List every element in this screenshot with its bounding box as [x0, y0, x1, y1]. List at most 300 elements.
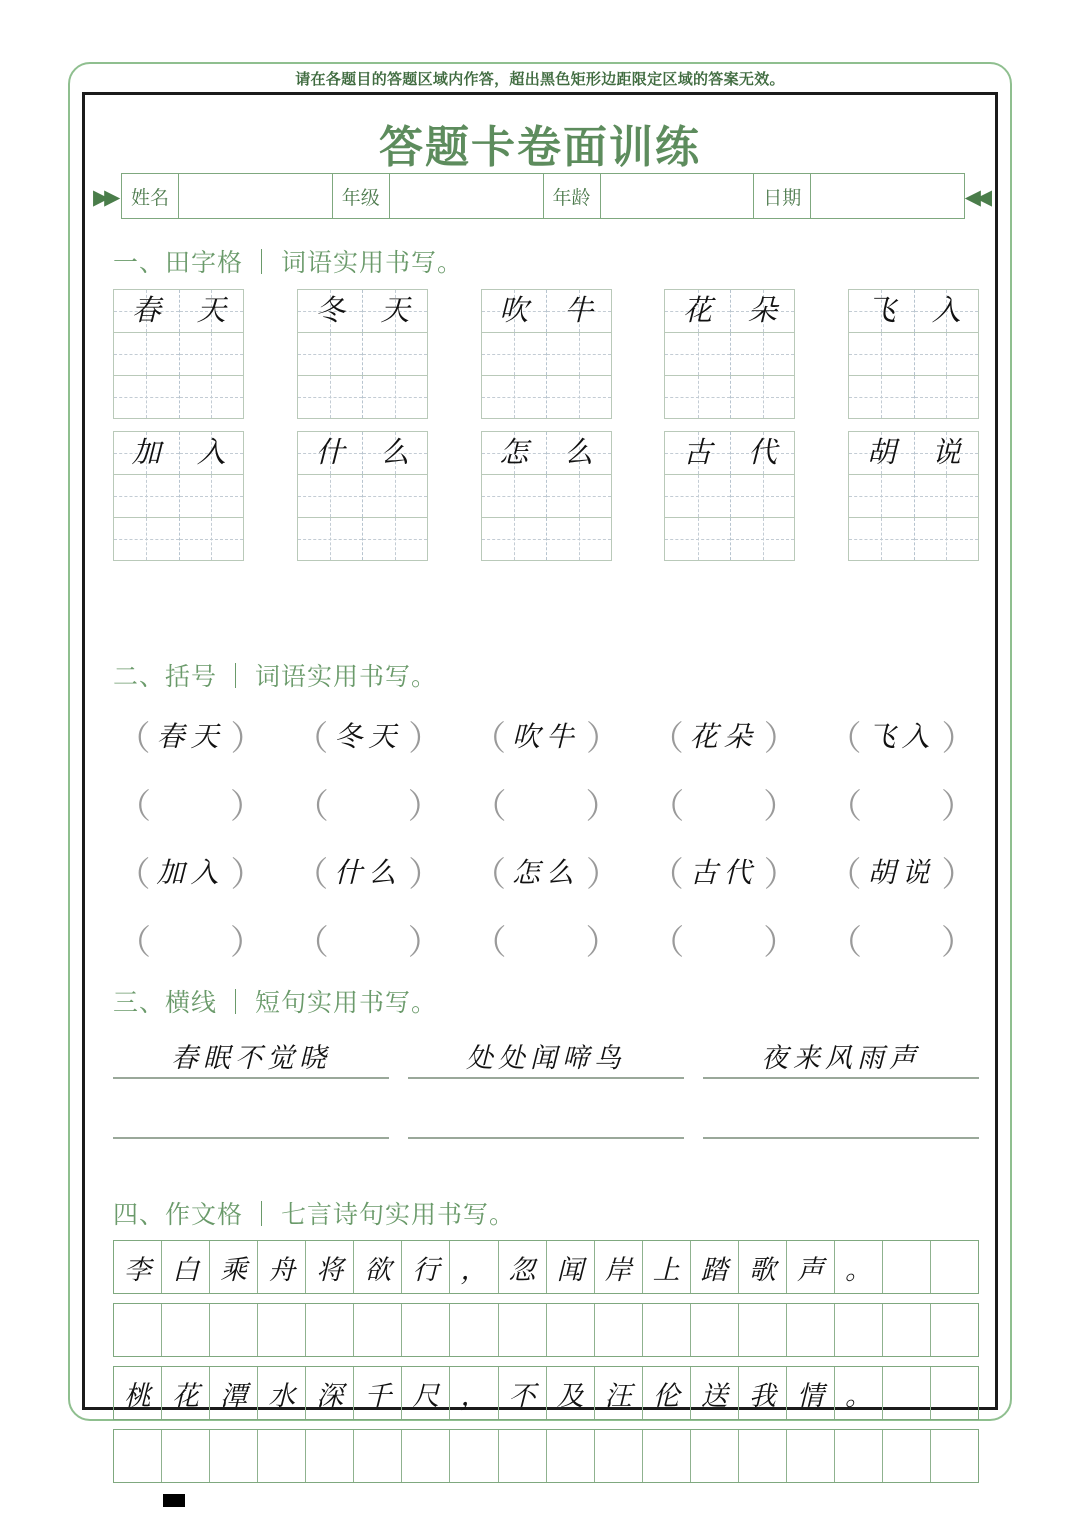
composition-cell: 千	[354, 1367, 402, 1419]
tianzige-sample-line	[665, 290, 794, 332]
composition-cell[interactable]	[643, 1304, 691, 1356]
section-3-name: 横线	[165, 989, 218, 1017]
tianzige-character: 什	[315, 436, 345, 469]
parentheses-item	[824, 709, 979, 761]
tianzige-cell[interactable]	[730, 518, 795, 560]
tianzige-cell[interactable]	[298, 475, 363, 517]
tianzige-practice-line[interactable]	[849, 474, 978, 517]
underline-item[interactable]	[113, 1091, 389, 1139]
composition-cell[interactable]	[595, 1430, 643, 1482]
section-1-desc: 词语实用书写。	[281, 249, 464, 277]
composition-cell: 李	[114, 1241, 162, 1293]
info-label-age: 年龄	[543, 174, 600, 219]
tianzige-cell	[298, 290, 363, 332]
open-paren: （	[827, 856, 862, 894]
tianzige-cell[interactable]	[665, 333, 730, 375]
composition-cell: ，	[450, 1367, 498, 1419]
tianzige-character: 胡	[866, 436, 896, 469]
tianzige-cell[interactable]	[114, 376, 179, 418]
tianzige-character: 代	[747, 436, 777, 469]
parentheses-practice-row[interactable]	[113, 913, 979, 965]
parentheses-item[interactable]	[291, 913, 446, 965]
parentheses-word: 什么	[334, 858, 403, 889]
composition-cell[interactable]	[883, 1430, 931, 1482]
tianzige-character: 么	[380, 436, 410, 469]
composition-cell: 乘	[210, 1241, 258, 1293]
parentheses-item	[646, 709, 801, 761]
parentheses-word: 古代	[689, 858, 758, 889]
tianzige-cell[interactable]	[298, 376, 363, 418]
close-paren: ）	[941, 720, 976, 758]
tianzige-cell[interactable]	[362, 376, 427, 418]
composition-cell: 水	[258, 1367, 306, 1419]
open-paren: （	[294, 856, 329, 894]
tianzige-cell[interactable]	[179, 376, 244, 418]
tianzige-character: 春	[131, 294, 161, 327]
tianzige-cell[interactable]	[482, 518, 547, 560]
tianzige-practice-line[interactable]	[849, 332, 978, 375]
composition-cell[interactable]	[306, 1430, 354, 1482]
open-paren: （	[650, 788, 685, 826]
tianzige-cell[interactable]	[849, 333, 914, 375]
composition-cell: 深	[306, 1367, 354, 1419]
composition-cell[interactable]	[787, 1304, 835, 1356]
close-paren: ）	[407, 924, 442, 962]
tianzige-sample-line	[482, 290, 611, 332]
tianzige-cell[interactable]	[546, 333, 611, 375]
parentheses-word: 春天	[156, 722, 225, 753]
section-4-number: 四、	[113, 1201, 166, 1229]
tianzige-sample-line	[298, 290, 427, 332]
composition-rows	[113, 1240, 979, 1483]
open-paren: （	[828, 788, 862, 826]
composition-cell[interactable]	[210, 1304, 258, 1356]
tianzige-character: 么	[564, 436, 594, 469]
close-paren: ）	[230, 720, 265, 758]
tianzige-character: 说	[931, 436, 961, 469]
tianzige-sample-line	[114, 290, 243, 332]
tianzige-cell[interactable]	[546, 475, 611, 517]
tianzige-cell	[914, 290, 979, 332]
answer-boundary-frame	[82, 92, 998, 1410]
section-1-number: 一、	[113, 249, 166, 277]
composition-cell[interactable]	[402, 1304, 450, 1356]
section-underlines	[113, 983, 979, 1139]
composition-cell[interactable]	[547, 1304, 595, 1356]
tianzige-practice-line[interactable]	[114, 375, 243, 418]
tianzige-character: 怎	[499, 436, 529, 469]
composition-cell[interactable]	[787, 1430, 835, 1482]
parentheses-item[interactable]	[646, 777, 801, 829]
close-paren: ）	[941, 788, 975, 826]
open-paren: （	[116, 856, 151, 894]
tianzige-block[interactable]	[664, 431, 795, 561]
tianzige-cell	[298, 432, 363, 474]
composition-cell: 歌	[739, 1241, 787, 1293]
composition-cell[interactable]	[739, 1430, 787, 1482]
open-paren: （	[294, 924, 329, 962]
tianzige-cell	[914, 432, 979, 474]
composition-cell[interactable]	[162, 1304, 210, 1356]
underline-rows	[113, 1031, 979, 1139]
tianzige-cell[interactable]	[730, 333, 795, 375]
parentheses-item	[824, 845, 979, 897]
composition-sample-row	[113, 1366, 979, 1420]
tianzige-practice-line[interactable]	[665, 474, 794, 517]
tianzige-block[interactable]	[664, 289, 795, 419]
tianzige-cell[interactable]	[849, 518, 914, 560]
parentheses-item	[469, 845, 624, 897]
composition-sample-row	[113, 1240, 979, 1294]
tianzige-cell	[665, 290, 730, 332]
tianzige-cell[interactable]	[482, 475, 547, 517]
composition-cell[interactable]	[931, 1430, 978, 1482]
tianzige-row	[113, 431, 979, 561]
tianzige-block[interactable]	[481, 431, 612, 561]
tianzige-cell[interactable]	[665, 475, 730, 517]
open-paren: （	[117, 788, 151, 826]
tianzige-block[interactable]	[297, 289, 428, 419]
parentheses-item[interactable]	[113, 913, 268, 965]
parentheses-word: 吹牛	[512, 722, 581, 753]
section-4-separator: ｜	[249, 1201, 276, 1229]
parentheses-item	[646, 845, 801, 897]
tianzige-cell[interactable]	[179, 475, 244, 517]
tianzige-cell[interactable]	[914, 333, 979, 375]
tianzige-practice-line[interactable]	[298, 517, 427, 560]
tianzige-cell	[114, 290, 179, 332]
composition-cell[interactable]	[835, 1430, 883, 1482]
info-label-grade: 年级	[332, 174, 389, 219]
composition-cell: 声	[787, 1241, 835, 1293]
tianzige-practice-line[interactable]	[849, 517, 978, 560]
instruction-text: 请在各题目的答题区域内作答，超出黑色矩形边距限定区域的答案无效。	[295, 71, 785, 88]
composition-practice-row[interactable]	[113, 1429, 979, 1483]
parentheses-item[interactable]	[824, 777, 979, 829]
tianzige-block[interactable]	[848, 431, 979, 561]
tianzige-character: 吹	[499, 294, 529, 327]
composition-practice-row[interactable]	[113, 1303, 979, 1357]
section-2-desc: 词语实用书写。	[255, 663, 438, 691]
right-marker-arrow-icon: ◀◀	[964, 186, 987, 209]
composition-cell[interactable]	[691, 1304, 739, 1356]
tianzige-cell	[546, 290, 611, 332]
tianzige-cell	[179, 290, 244, 332]
composition-cell[interactable]	[114, 1304, 162, 1356]
section-parentheses	[113, 657, 979, 965]
tianzige-cell[interactable]	[914, 376, 979, 418]
tianzige-cell[interactable]	[665, 518, 730, 560]
section-3-number: 三、	[113, 989, 166, 1017]
close-paren: ）	[585, 788, 620, 826]
composition-cell[interactable]	[450, 1430, 498, 1482]
section-4-desc: 七言诗句实用书写。	[281, 1201, 516, 1229]
section-tianzige	[113, 243, 979, 573]
composition-cell[interactable]	[547, 1430, 595, 1482]
parentheses-word: 花朵	[689, 722, 758, 753]
section-2-number: 二、	[113, 663, 166, 691]
tianzige-cell	[362, 290, 427, 332]
composition-cell[interactable]	[931, 1241, 978, 1293]
tianzige-practice-line[interactable]	[298, 332, 427, 375]
composition-cell[interactable]	[931, 1304, 978, 1356]
tianzige-character: 飞	[866, 294, 896, 327]
composition-cell[interactable]	[114, 1430, 162, 1482]
tianzige-character: 冬	[315, 294, 345, 327]
tianzige-character: 古	[682, 436, 712, 469]
section-3-desc: 短句实用书写。	[255, 989, 438, 1017]
tianzige-practice-line[interactable]	[298, 474, 427, 517]
composition-cell[interactable]	[354, 1304, 402, 1356]
tianzige-cell	[114, 432, 179, 474]
open-paren: （	[472, 924, 507, 962]
parentheses-item[interactable]	[646, 913, 801, 965]
tianzige-rows	[113, 289, 979, 561]
underline-item	[408, 1031, 684, 1079]
info-field-age[interactable]	[600, 174, 754, 219]
tianzige-cell[interactable]	[179, 518, 244, 560]
composition-cell: 汪	[595, 1367, 643, 1419]
parentheses-rows	[113, 709, 979, 965]
tianzige-cell[interactable]	[362, 333, 427, 375]
section-3-heading	[113, 983, 979, 1019]
close-paren: ）	[941, 924, 975, 962]
left-marker-arrow-icon: ▶▶	[93, 186, 116, 209]
underline-sample-row	[113, 1031, 979, 1079]
section-composition-grid	[113, 1195, 979, 1483]
underline-practice-row[interactable]	[113, 1091, 979, 1139]
section-1-heading	[113, 243, 979, 279]
tianzige-character: 入	[196, 436, 226, 469]
close-paren: ）	[763, 856, 798, 894]
composition-cell[interactable]	[691, 1430, 739, 1482]
tianzige-cell[interactable]	[362, 518, 427, 560]
tianzige-cell[interactable]	[730, 475, 795, 517]
section-4-name: 作文格	[165, 1201, 244, 1229]
open-paren: （	[116, 720, 151, 758]
tianzige-character: 天	[380, 294, 410, 327]
close-paren: ）	[586, 720, 621, 758]
page-title: 答题卡卷面训练	[379, 123, 701, 172]
tianzige-cell[interactable]	[298, 333, 363, 375]
tianzige-cell[interactable]	[114, 518, 179, 560]
info-field-grade[interactable]	[389, 174, 543, 219]
open-paren: （	[472, 720, 506, 758]
tianzige-cell	[849, 290, 914, 332]
composition-cell: 闻	[547, 1241, 595, 1293]
composition-cell: 。	[835, 1367, 883, 1419]
composition-cell: 将	[306, 1241, 354, 1293]
parentheses-word: 胡说	[867, 858, 936, 889]
composition-cell: 舟	[258, 1241, 306, 1293]
underline-item[interactable]	[408, 1091, 684, 1139]
info-field-name[interactable]	[179, 174, 333, 219]
tianzige-character: 加	[131, 436, 161, 469]
composition-cell: 忽	[499, 1241, 547, 1293]
tianzige-practice-line[interactable]	[114, 474, 243, 517]
tianzige-cell[interactable]	[849, 376, 914, 418]
tianzige-practice-line[interactable]	[482, 474, 611, 517]
tianzige-block[interactable]	[113, 289, 244, 419]
close-paren: ）	[763, 924, 798, 962]
parentheses-sample-row	[113, 845, 979, 897]
open-paren: （	[649, 856, 684, 894]
close-paren: ）	[408, 720, 443, 758]
tianzige-sample-line	[298, 432, 427, 474]
composition-cell: 不	[499, 1367, 547, 1419]
composition-cell: 白	[162, 1241, 210, 1293]
info-label-name: 姓名	[122, 174, 179, 219]
close-paren: ）	[230, 788, 264, 826]
tianzige-block[interactable]	[481, 289, 612, 419]
tianzige-character: 朵	[747, 294, 777, 327]
tianzige-cell	[730, 432, 795, 474]
composition-cell: 情	[787, 1367, 835, 1419]
tianzige-cell[interactable]	[546, 518, 611, 560]
tianzige-cell[interactable]	[114, 333, 179, 375]
composition-cell[interactable]	[258, 1430, 306, 1482]
tianzige-block[interactable]	[113, 431, 244, 561]
parentheses-practice-row[interactable]	[113, 777, 979, 829]
open-paren: （	[649, 720, 684, 758]
composition-cell[interactable]	[931, 1367, 978, 1419]
composition-cell: 我	[739, 1367, 787, 1419]
composition-cell[interactable]	[354, 1430, 402, 1482]
composition-cell[interactable]	[739, 1304, 787, 1356]
close-paren: ）	[941, 856, 976, 894]
composition-cell: 花	[162, 1367, 210, 1419]
composition-cell[interactable]	[499, 1304, 547, 1356]
composition-cell[interactable]	[258, 1304, 306, 1356]
tianzige-character: 花	[682, 294, 712, 327]
parentheses-item[interactable]	[824, 913, 979, 965]
tianzige-practice-line[interactable]	[849, 375, 978, 418]
parentheses-item[interactable]	[113, 777, 268, 829]
open-paren: （	[828, 924, 862, 962]
composition-cell: 行	[402, 1241, 450, 1293]
composition-cell[interactable]	[643, 1430, 691, 1482]
tianzige-sample-line	[849, 432, 978, 474]
composition-cell: 岸	[595, 1241, 643, 1293]
close-paren: ）	[230, 924, 264, 962]
tianzige-cell[interactable]	[298, 518, 363, 560]
composition-cell: 伦	[643, 1367, 691, 1419]
tianzige-block[interactable]	[297, 431, 428, 561]
close-paren: ）	[408, 856, 443, 894]
info-field-date[interactable]	[811, 174, 965, 219]
composition-cell: 踏	[691, 1241, 739, 1293]
composition-cell[interactable]	[306, 1304, 354, 1356]
composition-cell[interactable]	[835, 1304, 883, 1356]
open-paren: （	[650, 924, 685, 962]
tianzige-cell	[482, 290, 547, 332]
parentheses-item	[113, 845, 268, 897]
tianzige-block[interactable]	[848, 289, 979, 419]
tianzige-sample-line	[665, 432, 794, 474]
tianzige-cell[interactable]	[482, 333, 547, 375]
tianzige-cell	[362, 432, 427, 474]
parentheses-item	[469, 709, 624, 761]
underline-phrase: 春眠不觉晓	[171, 1043, 331, 1073]
open-paren: （	[117, 924, 151, 962]
composition-cell: ，	[450, 1241, 498, 1293]
parentheses-word: 怎么	[512, 858, 581, 889]
close-paren: ）	[763, 788, 798, 826]
composition-cell[interactable]	[402, 1430, 450, 1482]
tianzige-practice-line[interactable]	[482, 517, 611, 560]
tianzige-practice-line[interactable]	[114, 332, 243, 375]
tianzige-cell[interactable]	[114, 475, 179, 517]
parentheses-item	[291, 845, 446, 897]
tianzige-cell	[665, 432, 730, 474]
section-2-separator: ｜	[223, 663, 250, 691]
tianzige-practice-line[interactable]	[482, 375, 611, 418]
tianzige-cell[interactable]	[362, 475, 427, 517]
composition-cell[interactable]	[595, 1304, 643, 1356]
underline-phrase: 处处闻啼鸟	[466, 1043, 626, 1073]
open-paren: （	[827, 720, 862, 758]
parentheses-sample-row	[113, 709, 979, 761]
tianzige-practice-line[interactable]	[665, 517, 794, 560]
tianzige-sample-line	[849, 290, 978, 332]
tianzige-cell[interactable]	[482, 376, 547, 418]
tianzige-cell[interactable]	[665, 376, 730, 418]
tianzige-cell[interactable]	[914, 475, 979, 517]
underline-phrase	[408, 1091, 684, 1137]
registration-mark	[163, 1494, 185, 1507]
composition-cell[interactable]	[883, 1241, 931, 1293]
tianzige-cell	[849, 432, 914, 474]
parentheses-item[interactable]	[469, 777, 624, 829]
tianzige-practice-line[interactable]	[114, 517, 243, 560]
tianzige-practice-line[interactable]	[482, 332, 611, 375]
tianzige-sample-line	[482, 432, 611, 474]
tianzige-cell[interactable]	[914, 518, 979, 560]
tianzige-cell[interactable]	[546, 376, 611, 418]
tianzige-character: 入	[931, 294, 961, 327]
section-2-heading	[113, 657, 979, 693]
open-paren: （	[472, 856, 506, 894]
close-paren: ）	[230, 856, 265, 894]
underline-item[interactable]	[703, 1091, 979, 1139]
close-paren: ）	[585, 924, 620, 962]
parentheses-item[interactable]	[469, 913, 624, 965]
underline-phrase	[113, 1091, 389, 1137]
composition-cell[interactable]	[162, 1430, 210, 1482]
composition-cell[interactable]	[883, 1304, 931, 1356]
composition-cell[interactable]	[883, 1367, 931, 1419]
tianzige-cell[interactable]	[730, 376, 795, 418]
tianzige-practice-line[interactable]	[665, 375, 794, 418]
parentheses-item	[113, 709, 268, 761]
tianzige-character: 牛	[564, 294, 594, 327]
parentheses-word: 冬天	[334, 722, 403, 753]
underline-item	[703, 1031, 979, 1079]
composition-cell: 上	[643, 1241, 691, 1293]
composition-cell[interactable]	[499, 1430, 547, 1482]
tianzige-practice-line[interactable]	[665, 332, 794, 375]
parentheses-item[interactable]	[291, 777, 446, 829]
composition-cell[interactable]	[450, 1304, 498, 1356]
tianzige-cell	[179, 432, 244, 474]
tianzige-cell[interactable]	[179, 333, 244, 375]
tianzige-practice-line[interactable]	[298, 375, 427, 418]
tianzige-cell[interactable]	[849, 475, 914, 517]
open-paren: （	[472, 788, 507, 826]
section-3-separator: ｜	[223, 989, 250, 1017]
open-paren: （	[294, 720, 329, 758]
composition-cell[interactable]	[210, 1430, 258, 1482]
